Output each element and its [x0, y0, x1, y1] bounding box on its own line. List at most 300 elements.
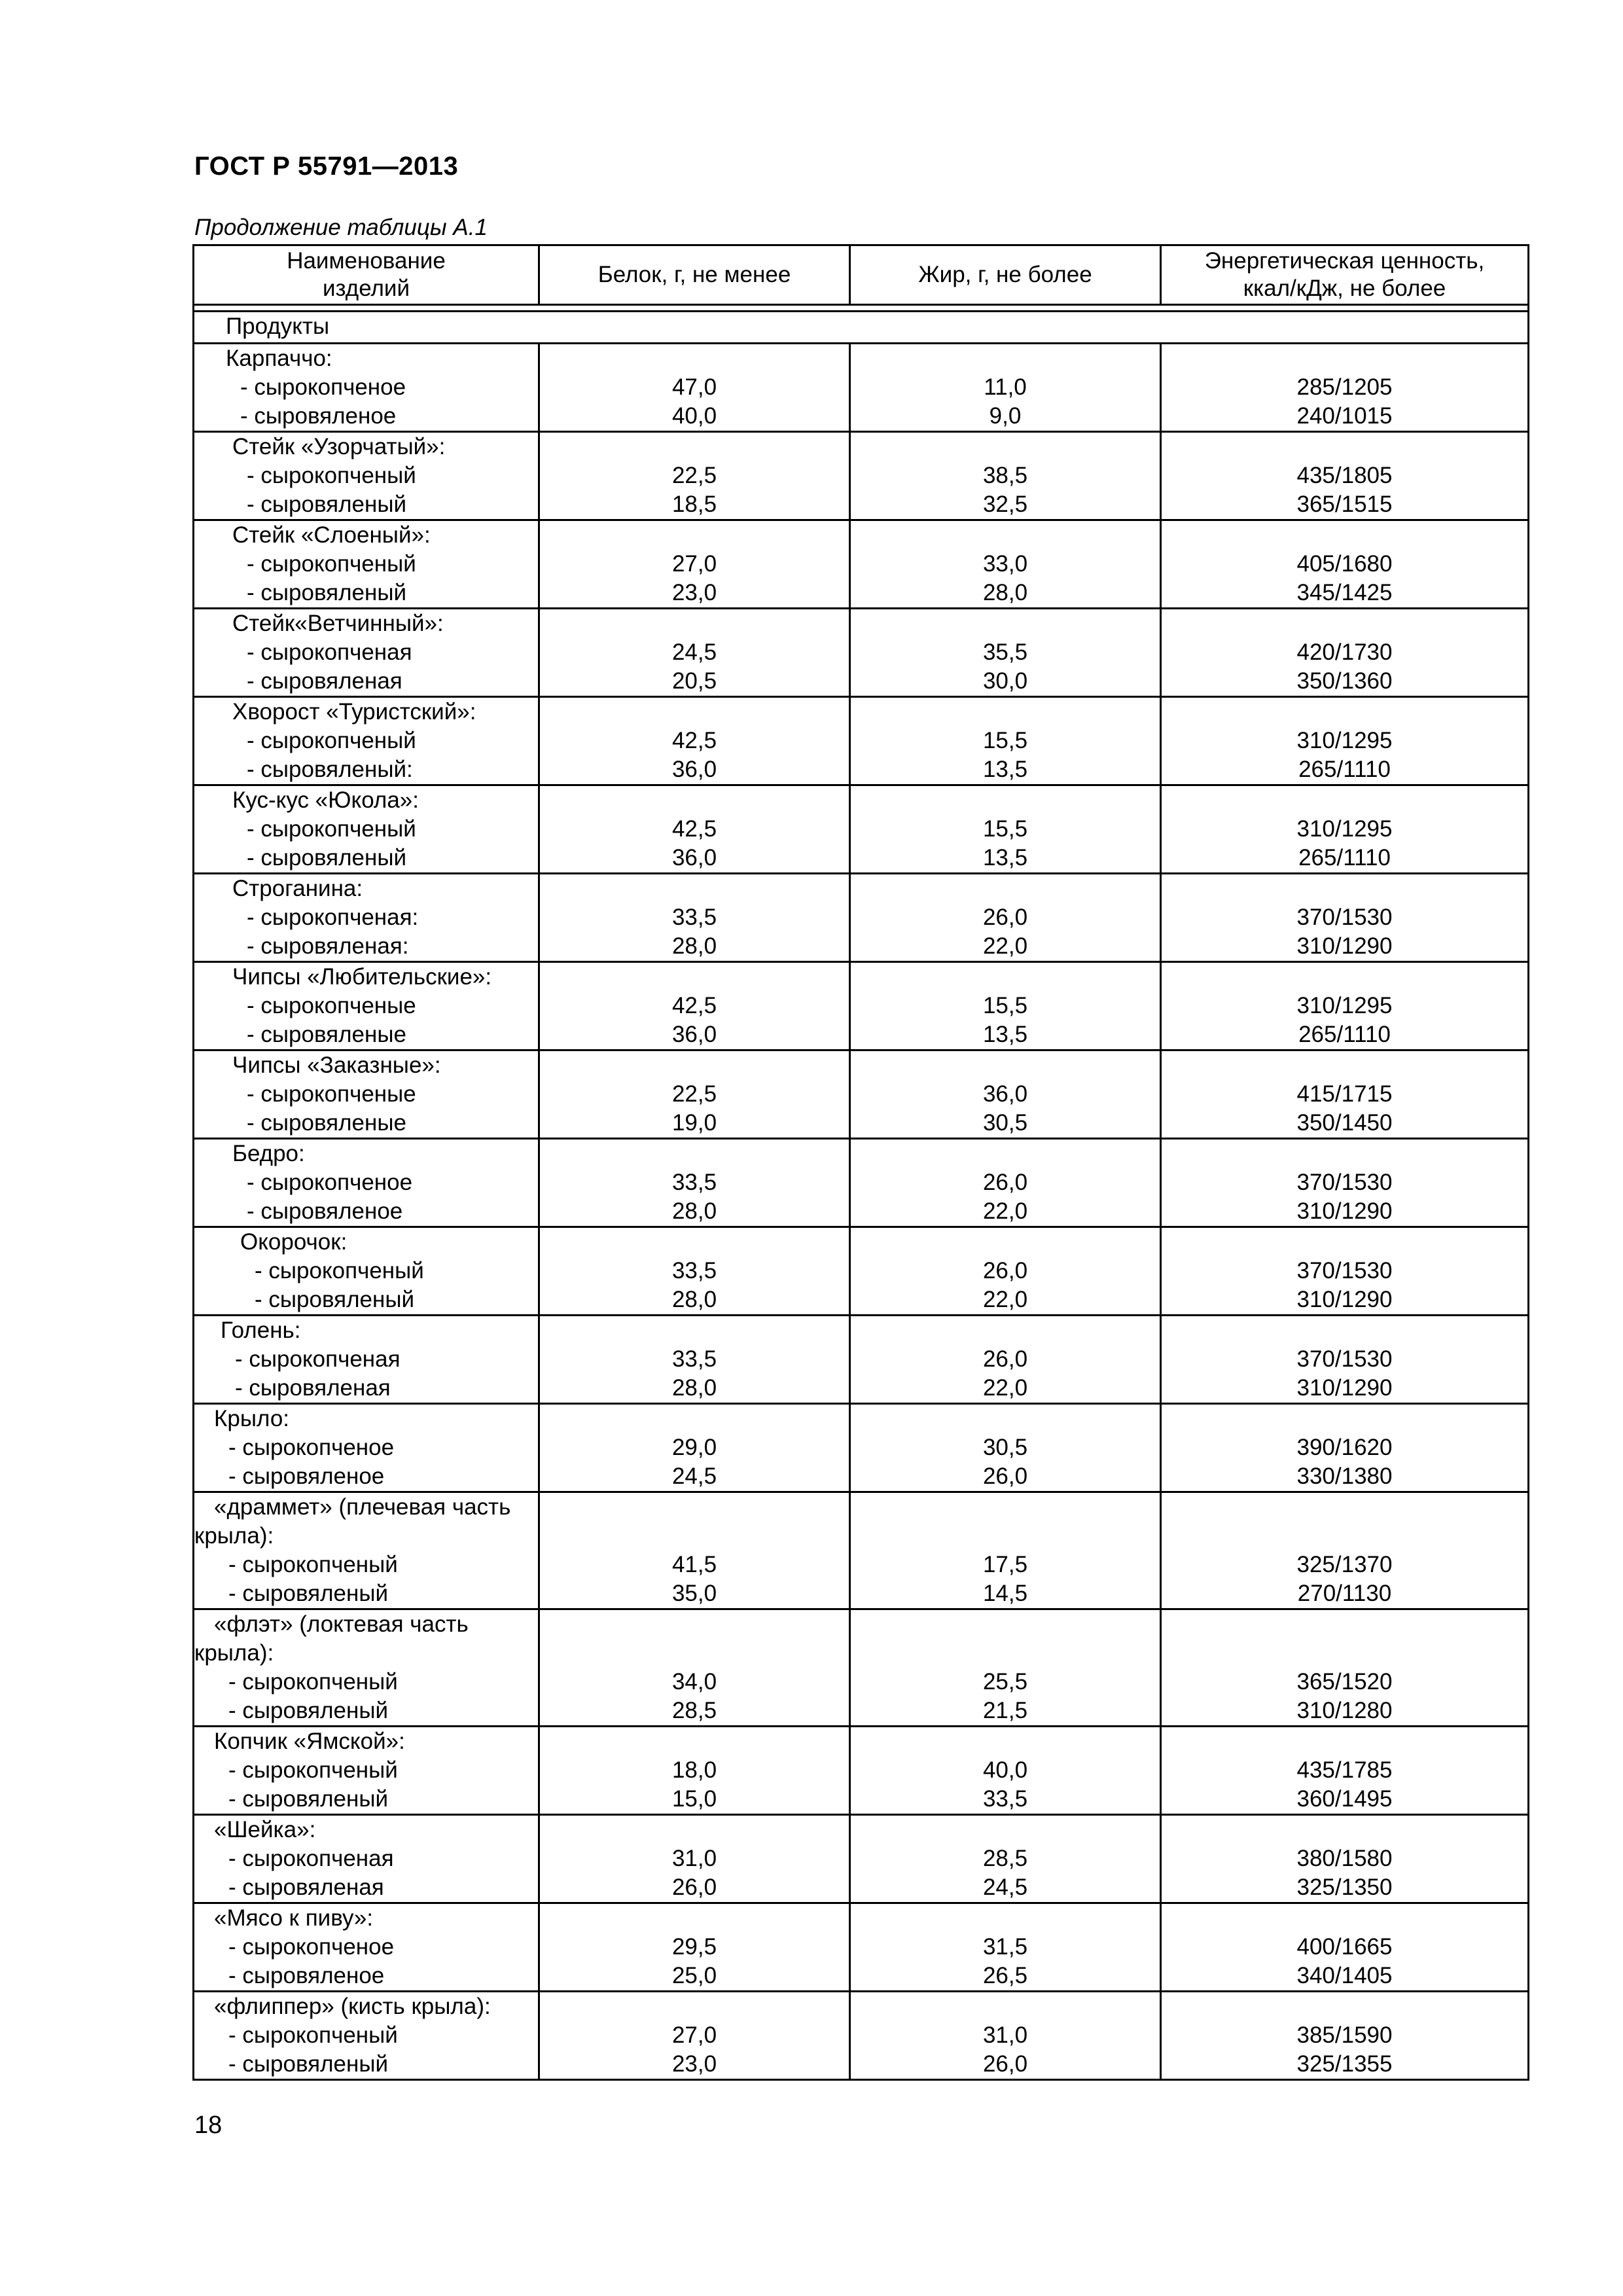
product-group-row: [194, 697, 1529, 785]
protein-cell: [539, 520, 850, 609]
energy-value: 350/1360: [1296, 668, 1393, 694]
energy-value: 310/1290: [1296, 1375, 1393, 1401]
blank-line: [851, 1051, 1160, 1080]
blank-line: [540, 1051, 849, 1080]
blank-line: [1162, 1405, 1527, 1433]
variant-name: - сырокопченый: [247, 728, 416, 753]
table-body: [194, 305, 1529, 2080]
protein-value: 42,5: [671, 993, 717, 1018]
product-name-cell: [194, 432, 539, 520]
fat-value: 28,0: [982, 580, 1028, 605]
blank-line: [1162, 1139, 1527, 1168]
blank-line: [1162, 1992, 1527, 2021]
nutrition-table: [192, 244, 1529, 2081]
protein-value: 28,0: [671, 1287, 717, 1312]
variant-name: - сыровяленый: [255, 1287, 415, 1312]
product-group-row: [194, 1050, 1529, 1139]
protein-value: 18,5: [671, 492, 717, 517]
blank-line: [1162, 344, 1527, 373]
variant-name: - сырокопченая: [228, 1846, 394, 1871]
protein-cell: [539, 1227, 850, 1316]
fat-cell: [850, 697, 1161, 785]
blank-line: [851, 1228, 1160, 1257]
product-group-row: [194, 1227, 1529, 1316]
protein-value: 18,0: [671, 1757, 717, 1783]
variant-name: - сыровяленый: [247, 845, 407, 870]
blank-line: [1162, 1051, 1527, 1080]
energy-cell: [1161, 874, 1529, 962]
variant-name: - сырокопченая: [247, 639, 412, 665]
energy-cell: [1161, 344, 1529, 432]
blank-line: [540, 874, 849, 903]
fat-value: 25,5: [982, 1669, 1028, 1695]
fat-cell: [850, 1727, 1161, 1815]
energy-value: 415/1715: [1296, 1081, 1393, 1107]
product-group-title: Окорочок:: [240, 1229, 348, 1255]
variant-name: - сыровяленый: [228, 1698, 389, 1723]
blank-line: [540, 963, 849, 992]
product-group-title: крыла):: [194, 1640, 274, 1666]
fat-cell: [850, 1903, 1161, 1992]
protein-cell: [539, 432, 850, 520]
protein-value: 25,0: [671, 1963, 717, 1988]
product-group-row: [194, 432, 1529, 520]
product-group-title: Копчик «Ямской»:: [214, 1729, 405, 1754]
blank-line: [1162, 433, 1527, 461]
blank-line: [1162, 1639, 1527, 1668]
fat-value: 26,0: [982, 1346, 1028, 1372]
energy-cell: [1161, 609, 1529, 697]
header-protein: Белок, г, не менее: [539, 245, 850, 305]
energy-value: 310/1290: [1296, 1198, 1393, 1224]
variant-name: - сырокопченые: [247, 993, 416, 1018]
variant-name: - сырокопченое: [228, 1934, 395, 1960]
fat-value: 28,5: [982, 1846, 1028, 1871]
table-caption: Продолжение таблицы А.1: [194, 215, 488, 240]
product-name-cell: [194, 344, 539, 432]
protein-cell: [539, 1316, 850, 1404]
energy-cell: [1161, 1227, 1529, 1316]
blank-line: [851, 1639, 1160, 1668]
fat-value: 14,5: [982, 1581, 1028, 1606]
product-name-cell: [194, 1727, 539, 1815]
blank-line: [851, 609, 1160, 638]
page-number: 18: [194, 2111, 223, 2139]
product-group-row: [194, 1492, 1529, 1609]
section-title: Продукты: [194, 312, 1529, 344]
energy-cell: [1161, 1050, 1529, 1139]
fat-cell: [850, 609, 1161, 697]
energy-value: 345/1425: [1296, 580, 1393, 605]
blank-line: [851, 786, 1160, 815]
fat-value: 30,5: [982, 1435, 1028, 1460]
product-group-title: Карпаччо:: [226, 346, 332, 371]
fat-value: 17,5: [982, 1552, 1028, 1577]
variant-name: - сыровяленый: [228, 1786, 389, 1812]
header-name: [194, 245, 539, 305]
energy-value: 365/1520: [1296, 1669, 1393, 1695]
blank-line: [851, 698, 1160, 726]
protein-value: 40,0: [671, 403, 717, 429]
protein-value: 28,0: [671, 1375, 717, 1401]
protein-value: 42,5: [671, 816, 717, 842]
product-group-row: [194, 520, 1529, 609]
protein-value: 28,0: [671, 933, 717, 959]
blank-line: [851, 1904, 1160, 1933]
blank-line: [851, 1816, 1160, 1844]
product-name-cell: [194, 1050, 539, 1139]
variant-name: - сырокопченое: [240, 374, 406, 400]
product-name-cell: [194, 1815, 539, 1903]
product-group-row: [194, 1316, 1529, 1404]
blank-line: [851, 1139, 1160, 1168]
product-group-title: Строганина:: [232, 876, 363, 901]
product-group-row: [194, 1815, 1529, 1903]
energy-value: 240/1015: [1296, 403, 1393, 429]
fat-cell: [850, 962, 1161, 1050]
blank-line: [851, 1522, 1160, 1551]
blank-line: [1162, 1610, 1527, 1639]
fat-value: 30,5: [982, 1110, 1028, 1136]
header-name-line-2: изделий: [322, 276, 410, 301]
fat-value: 15,5: [982, 993, 1028, 1018]
header-name-line-1: Наименование: [287, 248, 446, 274]
energy-value: 265/1110: [1298, 757, 1391, 782]
blank-line: [540, 1493, 849, 1522]
energy-cell: [1161, 1316, 1529, 1404]
protein-value: 22,5: [671, 1081, 717, 1107]
blank-line: [851, 344, 1160, 373]
protein-value: 34,0: [671, 1669, 717, 1695]
fat-value: 22,0: [982, 1375, 1028, 1401]
product-name-cell: [194, 1609, 539, 1727]
product-name-cell: [194, 1903, 539, 1992]
variant-name: - сырокопченый: [255, 1258, 424, 1283]
energy-value: 390/1620: [1296, 1435, 1393, 1460]
protein-cell: [539, 344, 850, 432]
protein-value: 24,5: [671, 639, 717, 665]
fat-value: 26,0: [982, 1463, 1028, 1489]
fat-cell: [850, 520, 1161, 609]
energy-value: 435/1785: [1296, 1757, 1393, 1783]
protein-value: 28,5: [671, 1698, 717, 1723]
variant-name: - сыровяленая: [228, 1874, 384, 1900]
protein-value: 33,5: [671, 1258, 717, 1283]
blank-line: [851, 1610, 1160, 1639]
blank-line: [851, 1316, 1160, 1345]
fat-cell: [850, 432, 1161, 520]
section-row: [194, 312, 1529, 344]
protein-value: 36,0: [671, 1022, 717, 1047]
protein-value: 41,5: [671, 1552, 717, 1577]
protein-cell: [539, 1492, 850, 1609]
fat-value: 30,0: [982, 668, 1028, 694]
blank-line: [1162, 1316, 1527, 1345]
energy-cell: [1161, 1727, 1529, 1815]
protein-cell: [539, 874, 850, 962]
variant-name: - сыровяленый: [228, 1581, 389, 1606]
variant-name: - сырокопченый: [247, 551, 416, 577]
variant-name: - сыровяленое: [240, 403, 397, 429]
blank-line: [1162, 1904, 1527, 1933]
fat-value: 26,0: [982, 1258, 1028, 1283]
protein-value: 29,0: [671, 1435, 717, 1460]
variant-name: - сыровяленая: [235, 1375, 391, 1401]
protein-value: 36,0: [671, 757, 717, 782]
fat-value: 26,0: [982, 1170, 1028, 1195]
variant-name: - сыровяленый:: [247, 757, 413, 782]
variant-name: - сыровяленое: [228, 1963, 385, 1988]
protein-value: 19,0: [671, 1110, 717, 1136]
product-name-cell: [194, 520, 539, 609]
header-row: [194, 245, 1529, 305]
fat-value: 26,0: [982, 905, 1028, 930]
variant-name: - сырокопченые: [247, 1081, 416, 1107]
blank-line: [540, 1139, 849, 1168]
energy-value: 330/1380: [1296, 1463, 1393, 1489]
protein-value: 24,5: [671, 1463, 717, 1489]
energy-value: 270/1130: [1297, 1581, 1392, 1606]
protein-value: 36,0: [671, 845, 717, 870]
fat-value: 26,0: [982, 2051, 1028, 2077]
blank-line: [1162, 1493, 1527, 1522]
product-group-title: крыла):: [194, 1523, 274, 1549]
energy-cell: [1161, 1404, 1529, 1492]
blank-line: [851, 874, 1160, 903]
fat-cell: [850, 1609, 1161, 1727]
energy-cell: [1161, 1609, 1529, 1727]
product-name-cell: [194, 1992, 539, 2080]
blank-line: [540, 1639, 849, 1668]
energy-value: 310/1295: [1296, 728, 1393, 753]
energy-value: 310/1290: [1296, 1287, 1393, 1312]
blank-line: [1162, 1522, 1527, 1551]
blank-line: [851, 1405, 1160, 1433]
blank-line: [540, 1904, 849, 1933]
variant-name: - сырокопченое: [247, 1170, 413, 1195]
blank-line: [540, 1727, 849, 1756]
product-name-cell: [194, 1139, 539, 1227]
fat-cell: [850, 1139, 1161, 1227]
product-name-cell: [194, 1492, 539, 1609]
fat-value: 36,0: [982, 1081, 1028, 1107]
blank-line: [540, 344, 849, 373]
fat-value: 31,0: [982, 2022, 1028, 2048]
blank-line: [1162, 1727, 1527, 1756]
fat-value: 15,5: [982, 816, 1028, 842]
energy-value: 265/1110: [1298, 1022, 1391, 1047]
blank-line: [540, 433, 849, 461]
energy-value: 265/1110: [1298, 845, 1391, 870]
variant-name: - сырокопченый: [228, 1757, 398, 1783]
product-group-title: Крыло:: [214, 1406, 290, 1431]
variant-name: - сырокопченое: [228, 1435, 395, 1460]
product-name-cell: [194, 1227, 539, 1316]
product-group-row: [194, 1903, 1529, 1992]
fat-cell: [850, 1316, 1161, 1404]
protein-value: 26,0: [671, 1874, 717, 1900]
energy-value: 340/1405: [1296, 1963, 1393, 1988]
blank-line: [540, 521, 849, 550]
fat-value: 11,0: [984, 374, 1027, 400]
fat-value: 31,5: [982, 1934, 1028, 1960]
fat-value: 22,0: [982, 1287, 1028, 1312]
product-group-title: «Мясо к пиву»:: [214, 1905, 374, 1931]
product-group-row: [194, 1404, 1529, 1492]
energy-value: 350/1450: [1296, 1110, 1393, 1136]
fat-cell: [850, 874, 1161, 962]
energy-cell: [1161, 520, 1529, 609]
variant-name: - сыровяленый: [228, 2051, 389, 2077]
protein-value: 47,0: [671, 374, 717, 400]
blank-line: [851, 1992, 1160, 2021]
blank-line: [540, 1610, 849, 1639]
energy-value: 385/1590: [1296, 2022, 1393, 2048]
blank-line: [851, 1493, 1160, 1522]
fat-value: 35,5: [982, 639, 1028, 665]
blank-line: [851, 433, 1160, 461]
protein-cell: [539, 1139, 850, 1227]
fat-cell: [850, 1050, 1161, 1139]
protein-value: 15,0: [671, 1786, 717, 1812]
variant-name: - сыровяленая:: [247, 933, 409, 959]
energy-cell: [1161, 1992, 1529, 2080]
fat-cell: [850, 1992, 1161, 2080]
protein-value: 33,5: [671, 1346, 717, 1372]
fat-value: 9,0: [989, 403, 1022, 429]
protein-value: 23,0: [671, 580, 717, 605]
header-fat: Жир, г, не более: [850, 245, 1161, 305]
fat-value: 24,5: [982, 1874, 1028, 1900]
protein-value: 35,0: [671, 1581, 717, 1606]
header-energy: [1161, 245, 1529, 305]
energy-value: 360/1495: [1296, 1786, 1393, 1812]
energy-value: 325/1350: [1296, 1874, 1393, 1900]
product-group-title: Чипсы «Любительские»:: [232, 964, 492, 990]
blank-line: [540, 609, 849, 638]
product-group-title: «драммет» (плечевая часть: [214, 1494, 511, 1520]
energy-value: 370/1530: [1296, 1258, 1393, 1283]
blank-line: [1162, 609, 1527, 638]
energy-value: 405/1680: [1296, 551, 1393, 577]
protein-cell: [539, 785, 850, 874]
variant-name: - сырокопченая: [235, 1346, 401, 1372]
fat-value: 22,0: [982, 933, 1028, 959]
protein-cell: [539, 1050, 850, 1139]
energy-value: 325/1355: [1296, 2051, 1393, 2077]
blank-line: [540, 1405, 849, 1433]
header-energy-line-2: ккал/кДж, не более: [1243, 276, 1446, 301]
variant-name: - сыровяленое: [228, 1463, 385, 1489]
header-energy-line-1: Энергетическая ценность,: [1204, 248, 1485, 274]
product-group-row: [194, 1139, 1529, 1227]
product-name-cell: [194, 962, 539, 1050]
blank-line: [851, 963, 1160, 992]
fat-cell: [850, 785, 1161, 874]
energy-value: 325/1370: [1296, 1552, 1393, 1577]
product-name-cell: [194, 1404, 539, 1492]
protein-cell: [539, 697, 850, 785]
protein-value: 31,0: [671, 1846, 717, 1871]
fat-value: 38,5: [982, 463, 1028, 488]
product-group-title: Стейк«Ветчинный»:: [232, 611, 444, 636]
product-group-row: [194, 874, 1529, 962]
protein-cell: [539, 1727, 850, 1815]
blank-line: [540, 1992, 849, 2021]
energy-value: 365/1515: [1296, 492, 1393, 517]
product-group-title: Кус-кус «Юкола»:: [232, 787, 419, 813]
protein-cell: [539, 1815, 850, 1903]
protein-value: 33,5: [671, 1170, 717, 1195]
fat-value: 15,5: [982, 728, 1028, 753]
protein-cell: [539, 609, 850, 697]
product-group-title: «флиппер» (кисть крыла):: [214, 1994, 491, 2019]
energy-cell: [1161, 962, 1529, 1050]
energy-value: 420/1730: [1296, 639, 1393, 665]
energy-value: 370/1530: [1296, 905, 1393, 930]
product-group-row: [194, 785, 1529, 874]
fat-value: 40,0: [982, 1757, 1028, 1783]
protein-value: 23,0: [671, 2051, 717, 2077]
variant-name: - сыровяленый: [247, 492, 407, 517]
protein-value: 20,5: [671, 668, 717, 694]
product-group-row: [194, 609, 1529, 697]
fat-value: 13,5: [982, 1022, 1028, 1047]
protein-cell: [539, 1609, 850, 1727]
energy-value: 370/1530: [1296, 1346, 1393, 1372]
variant-name: - сырокопченый: [247, 816, 416, 842]
product-group-title: Чипсы «Заказные»:: [232, 1052, 441, 1078]
product-name-cell: [194, 697, 539, 785]
fat-cell: [850, 1815, 1161, 1903]
blank-line: [1162, 874, 1527, 903]
variant-name: - сыровяленая: [247, 668, 402, 694]
energy-cell: [1161, 697, 1529, 785]
product-group-row: [194, 1727, 1529, 1815]
fat-cell: [850, 1492, 1161, 1609]
energy-value: 285/1205: [1296, 374, 1393, 400]
blank-line: [540, 1816, 849, 1844]
fat-cell: [850, 1404, 1161, 1492]
energy-value: 310/1290: [1296, 933, 1393, 959]
product-group-row: [194, 344, 1529, 432]
blank-line: [1162, 1816, 1527, 1844]
energy-cell: [1161, 785, 1529, 874]
blank-line: [540, 698, 849, 726]
blank-line: [1162, 521, 1527, 550]
protein-cell: [539, 1404, 850, 1492]
energy-value: 400/1665: [1296, 1934, 1393, 1960]
blank-line: [1162, 1228, 1527, 1257]
fat-value: 33,5: [982, 1786, 1028, 1812]
blank-line: [1162, 963, 1527, 992]
product-group-title: Бедро:: [232, 1141, 305, 1166]
fat-value: 26,5: [982, 1963, 1028, 1988]
product-group-title: «Шейка»:: [214, 1817, 316, 1842]
document-code: ГОСТ Р 55791—2013: [194, 152, 459, 181]
fat-value: 22,0: [982, 1198, 1028, 1224]
protein-value: 27,0: [671, 2022, 717, 2048]
variant-name: - сыровяленое: [247, 1198, 403, 1224]
energy-value: 310/1295: [1296, 816, 1393, 842]
blank-line: [851, 521, 1160, 550]
variant-name: - сырокопченый: [228, 2022, 398, 2048]
energy-cell: [1161, 432, 1529, 520]
product-name-cell: [194, 609, 539, 697]
energy-value: 310/1280: [1296, 1698, 1393, 1723]
variant-name: - сыровяленые: [247, 1022, 406, 1047]
protein-cell: [539, 962, 850, 1050]
